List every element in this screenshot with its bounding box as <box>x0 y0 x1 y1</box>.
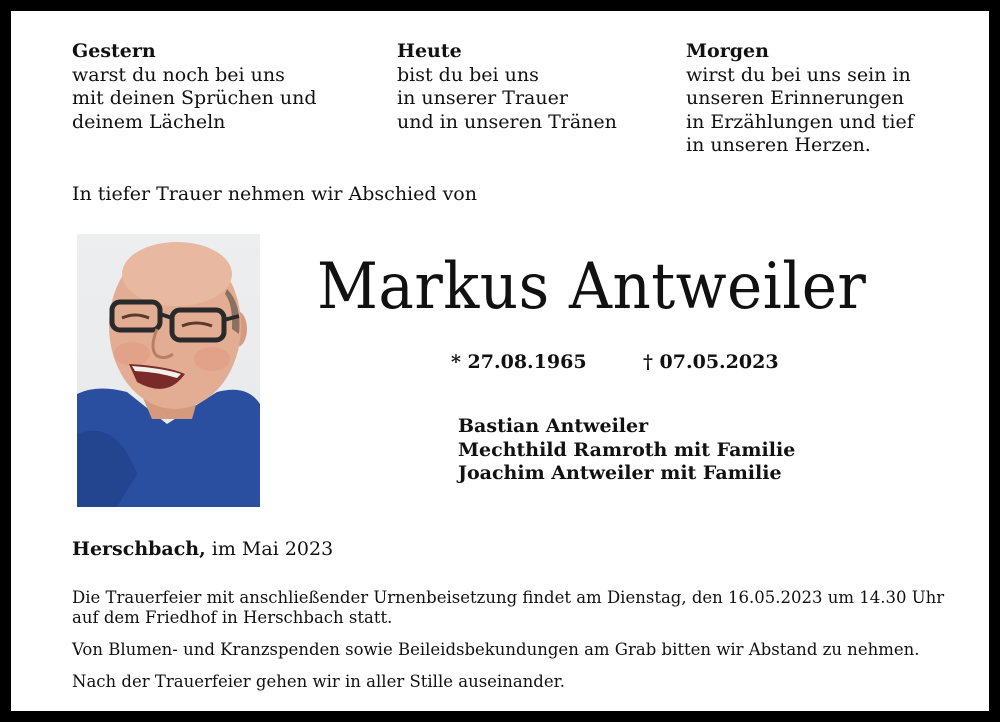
notice-line: Die Trauerfeier mit anschließender Urnenbeisetzung findet am Dienstag, den 16.05.2023 um 14.30 Uhr <box>72 588 945 607</box>
mourners-list <box>458 415 795 486</box>
poem-line: bist du bei uns <box>397 63 539 86</box>
poem-heading: Morgen <box>686 40 769 62</box>
poem-line: mit deinen Sprüchen und <box>72 87 317 109</box>
intro-text: In tiefer Trauer nehmen wir Abschied von <box>72 183 477 205</box>
obituary-notice <box>11 11 989 711</box>
poem-line: unseren Erinnerungen <box>686 87 905 109</box>
poem-heading: Heute <box>397 40 462 62</box>
poem-line: und in unseren Tränen <box>397 110 617 133</box>
flowers-notice: Von Blumen- und Kranzspenden sowie Beileidsbekundungen am Grab bitten wir Abstand zu nehmen. <box>72 640 920 659</box>
portrait-photo <box>77 234 260 507</box>
notice-line: auf dem Friedhof in Herschbach statt. <box>72 608 393 627</box>
mourner-name: Joachim Antweiler mit Familie <box>458 462 782 484</box>
birth-date: * 27.08.1965 <box>451 351 587 373</box>
mourner-name: Mechthild Ramroth mit Familie <box>458 438 796 461</box>
mourner-name: Bastian Antweiler <box>458 415 649 437</box>
deceased-name: Markus Antweiler <box>317 250 867 324</box>
place-town: Herschbach, <box>72 538 206 560</box>
poem-line: in unseren Herzen. <box>686 134 871 156</box>
death-date: † 07.05.2023 <box>643 351 779 373</box>
poem-column-today <box>397 40 617 134</box>
poem-line: warst du noch bei uns <box>72 63 285 86</box>
place-and-date <box>72 538 333 560</box>
poem-line: wirst du bei uns sein in <box>686 63 911 86</box>
ceremony-notice <box>72 588 944 628</box>
poem-heading: Gestern <box>72 40 156 62</box>
poem-line: in unserer Trauer <box>397 87 568 109</box>
poem-column-yesterday <box>72 40 317 134</box>
farewell-notice: Nach der Trauerfeier gehen wir in aller Stille auseinander. <box>72 672 565 691</box>
poem-line: in Erzählungen und tief <box>686 110 914 133</box>
poem-line: deinem Lächeln <box>72 110 226 133</box>
poem-column-tomorrow <box>686 40 914 158</box>
place-date: im Mai 2023 <box>211 538 334 560</box>
